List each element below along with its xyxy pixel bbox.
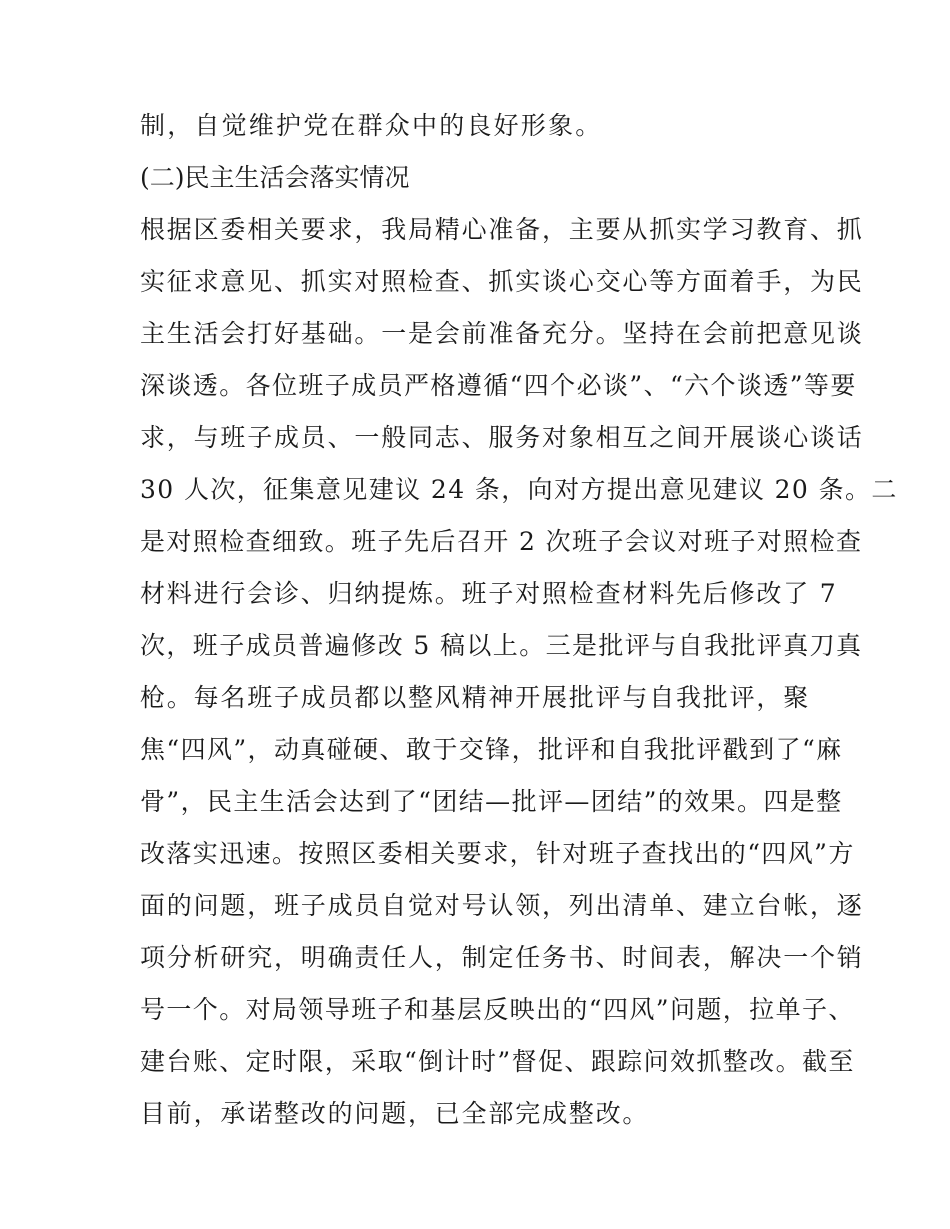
paragraph-line: 实征求意见、抓实对照检查、抓实谈心交心等方面着手，为民 [140, 267, 864, 296]
paragraph-line: 枪。每名班子成员都以整风精神开展批评与自我批评，聚 [140, 683, 811, 712]
paragraph-line: 材料进行会诊、归纳提炼。班子对照检查材料先后修改了 7 [140, 579, 838, 608]
paragraph-line: 是对照检查细致。班子先后召开 2 次班子会议对班子对照检查 [140, 527, 863, 556]
opening-line: 制，自觉维护党在群众中的良好形象。 [140, 111, 603, 140]
paragraph-line: 号一个。对局领导班子和基层反映出的“四风”问题，拉单子、 [140, 995, 855, 1024]
paragraph-line: 目前，承诺整改的问题，已全部完成整改。 [140, 1099, 650, 1128]
paragraph-line: 建台账、定时限，采取“倒计时”督促、跟踪问效抓整改。截至 [140, 1047, 855, 1076]
paragraph-line: 30 人次，征集意见建议 24 条，向对方提出意见建议 20 条。二 [140, 475, 898, 504]
section-heading: (二)民主生活会落实情况 [140, 163, 410, 192]
paragraph-line: 主生活会打好基础。一是会前准备充分。坚持在会前把意见谈 [140, 319, 864, 348]
paragraph-line: 面的问题，班子成员自觉对号认领，列出清单、建立台帐，逐 [140, 891, 864, 920]
paragraph-line: 项分析研究，明确责任人，制定任务书、时间表，解决一个销 [140, 943, 864, 972]
paragraph-line: 深谈透。各位班子成员严格遵循“四个必谈”、“六个谈透”等要 [140, 371, 857, 400]
paragraph-line: 改落实迅速。按照区委相关要求，针对班子查找出的“四风”方 [140, 839, 855, 868]
paragraph-line: 根据区委相关要求，我局精心准备，主要从抓实学习教育、抓 [140, 215, 864, 244]
paragraph-line: 焦“四风”，动真碰硬、敢于交锋，批评和自我批评戳到了“麻 [140, 735, 843, 764]
paragraph-line: 求，与班子成员、一般同志、服务对象相互之间开展谈心谈话 [140, 423, 864, 452]
paragraph-line: 次，班子成员普遍修改 5 稿以上。三是批评与自我批评真刀真 [140, 631, 863, 660]
paragraph-line: 骨”，民主生活会达到了“团结—批评—团结”的效果。四是整 [140, 787, 843, 816]
document-body [140, 100, 898, 1140]
